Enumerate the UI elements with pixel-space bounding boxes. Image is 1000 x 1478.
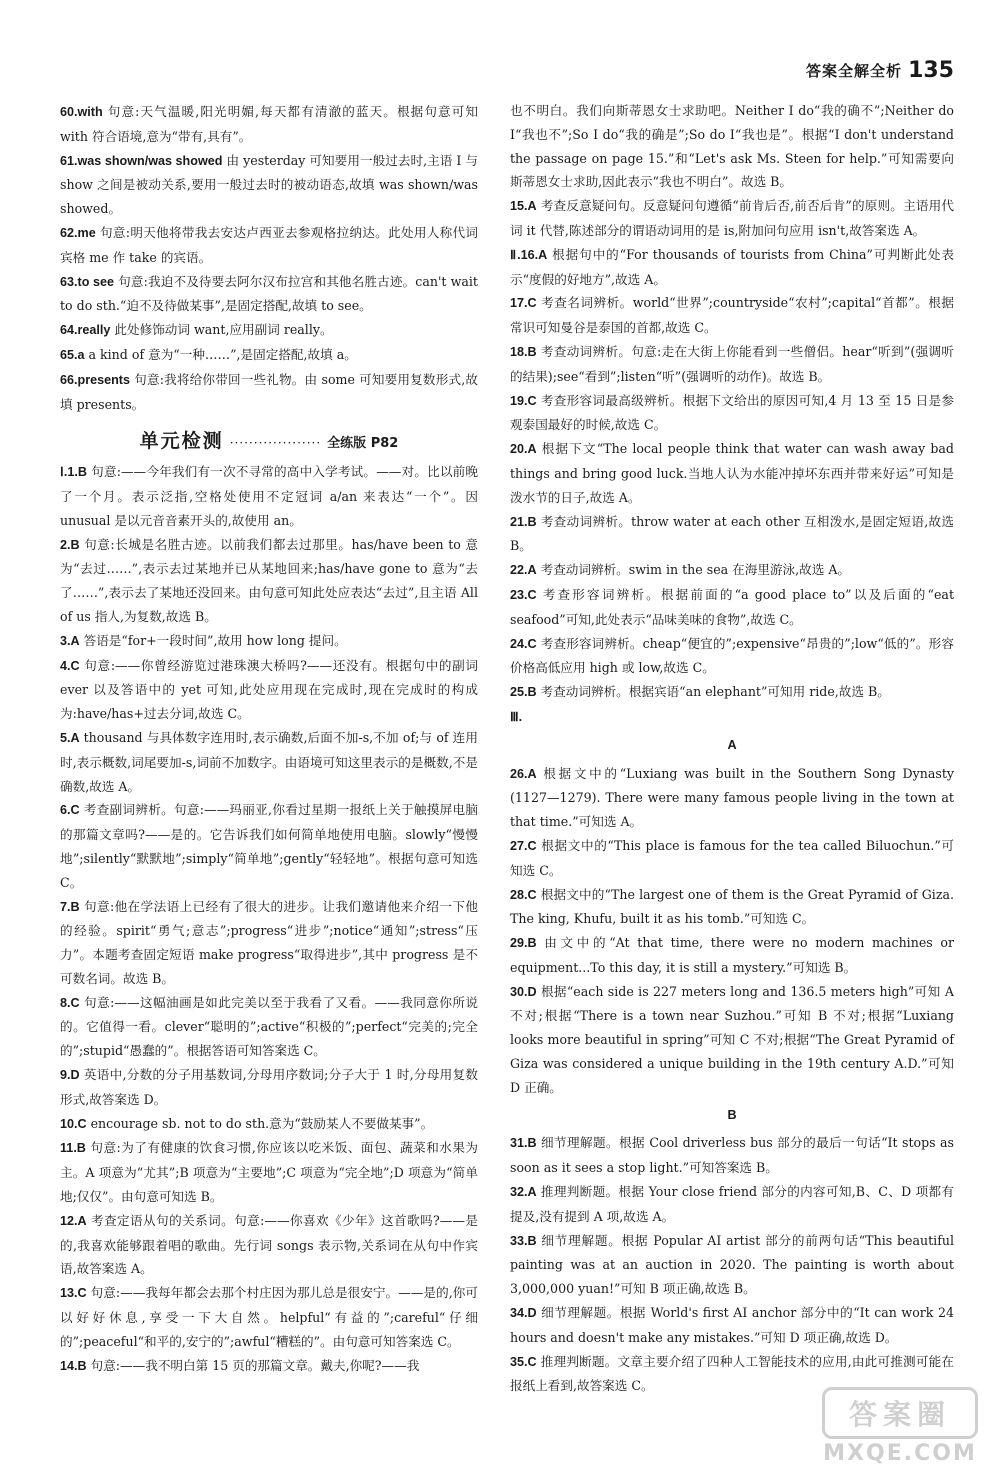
answer-item xyxy=(60,149,478,221)
answer-explanation: 细节理解题。根据 World's first AI anchor 部分中的“It can work 24 hours and doesn't make any mistakes.”可知 D 项正确,故选 D。 xyxy=(510,1305,954,1345)
answer-number: 5.A xyxy=(60,730,80,745)
answer-number: 27.C xyxy=(510,838,537,853)
answer-item xyxy=(60,1354,478,1379)
answer-number: 13.C xyxy=(60,1286,87,1301)
answer-item xyxy=(60,629,478,654)
answer-number: 23.C xyxy=(510,587,537,602)
answer-number: 25.B xyxy=(510,685,537,700)
answer-item xyxy=(510,762,954,834)
answer-explanation: 根据文中的“The largest one of them is the Great Pyramid of Giza. The king, Khufu, built it as his tomb.”可知选 C。 xyxy=(510,886,954,927)
answer-item xyxy=(510,980,954,1100)
answer-number: 26.A xyxy=(510,766,537,781)
answer-explanation: 根据文中的“This place is famous for the tea called Biluochun.”可知选 C。 xyxy=(510,837,954,878)
watermark-logo xyxy=(822,1387,978,1439)
header-title: 答案全解全析 xyxy=(806,62,903,80)
answer-explanation: 细节理解题。根据 Popular AI artist 部分的前两句话“This beautiful painting was at an auction in 2020. The painting is worth about 3,000,000 yuan!”可知 B 项正确,故选 B。 xyxy=(510,1232,954,1297)
answer-list-unit-test xyxy=(60,460,478,1378)
answer-number: Ⅰ.1.B xyxy=(60,465,87,480)
section-dots: ··················· xyxy=(229,436,322,451)
answer-explanation: a kind of 意为“一种……”,是固定搭配,故填 a。 xyxy=(88,346,357,362)
answer-number: 35.C xyxy=(510,1354,537,1369)
answer-number: 17.C xyxy=(510,296,537,311)
answer-number: 3.A xyxy=(60,633,80,648)
answer-number: 32.A xyxy=(510,1185,537,1200)
answer-explanation: 根据文中的“Luxiang was built in the Southern Song Dynasty (1127—1279). There were many famous people living in the town at that time.”可知选 A。 xyxy=(510,765,954,830)
answer-item xyxy=(60,726,478,798)
answer-item xyxy=(60,100,478,149)
answer-explanation: 此处修饰动词 want,应用副词 really。 xyxy=(114,322,333,338)
answer-number: 65.a xyxy=(60,347,85,362)
answer-number: 62.me xyxy=(60,225,96,240)
answer-item xyxy=(60,654,478,726)
answer-explanation: 考查动词辨析。根据宾语“an elephant”可知用 ride,故选 B。 xyxy=(540,684,890,700)
answer-explanation: 考查反意疑问句。反意疑问句遵循“前肯后否,前否后肯”的原则。主语用代词 it 代替,陈述部分的谓语动词用的是 is,附加问句应用 isn't,故答案选 A。 xyxy=(510,198,954,238)
answer-explanation: 根据句中的“For thousands of tourists from China”可判断此处表示“度假的好地方”,故选 A。 xyxy=(510,246,954,287)
section-title: 单元检测 xyxy=(139,430,224,453)
section-heading xyxy=(60,430,478,456)
answer-number: 33.B xyxy=(510,1233,537,1248)
answer-number: Ⅱ.16.A xyxy=(510,247,548,262)
answer-item xyxy=(60,221,478,270)
answer-item xyxy=(60,270,478,319)
answer-number: 10.C xyxy=(60,1116,87,1131)
answer-number: 11.B xyxy=(60,1141,86,1156)
answer-number: 28.C xyxy=(510,887,537,902)
answer-number: 29.B xyxy=(510,936,537,951)
answer-item xyxy=(510,583,954,632)
answer-explanation: 句意:他在学法语上已经有了很大的进步。让我们邀请他来介绍一下他的经验。spirit“勇气;意志”;progress“进步”;notice“通知”;stress“压力”。本题考查固定短语 make progress“取得进步”,其中 progress 是不可数名词。故选 B。 xyxy=(60,898,478,986)
answer-number: 7.B xyxy=(60,899,80,914)
answer-item xyxy=(60,1136,478,1208)
answer-number: 30.D xyxy=(510,984,537,999)
answer-list-right-top xyxy=(510,99,954,705)
answer-number: 19.C xyxy=(510,393,537,408)
section-reference: 全练版 P82 xyxy=(327,436,399,452)
answer-item xyxy=(60,991,478,1063)
answer-explanation: 句意:为了有健康的饮食习惯,你应该以吃米饭、面包、蔬菜和水果为主。A 项意为“尤其”;B 项意为“主要地”;C 项意为“完全地”;D 项意为“简单地;仅仅”。由句意可知选 B。 xyxy=(60,1140,478,1205)
answer-number: 22.A xyxy=(510,563,537,578)
answer-item xyxy=(510,558,954,583)
answer-number: 21.B xyxy=(510,514,537,529)
answer-list-passage-b xyxy=(510,1131,954,1398)
answer-number: 12.A xyxy=(60,1213,87,1228)
answer-number: 66.presents xyxy=(60,372,131,387)
watermark-logo-text: 答案圈 xyxy=(848,1398,951,1431)
answer-number: 64.really xyxy=(60,323,111,338)
answer-explanation: thousand 与具体数字连用时,表示确数,后面不加-s,不加 of;与 of 连用时,表示概数,词尾要加-s,词前不加数字。由语境可知这里表示的是概数,不是确数,故选 A。 xyxy=(60,729,478,794)
answer-item xyxy=(60,895,478,991)
answer-item xyxy=(60,318,478,343)
answer-item xyxy=(510,1131,954,1180)
answer-explanation: 考查形容词辨析。cheap“便宜的”;expensive“昂贵的”;low“低的”。形容价格高低应用 high 或 low,故选 C。 xyxy=(510,635,954,676)
page-header xyxy=(806,58,954,83)
answer-explanation: encourage sb. not to do sth.意为“鼓励某人不要做某事”。 xyxy=(90,1115,434,1131)
answer-item xyxy=(510,1180,954,1229)
answer-item xyxy=(60,533,478,629)
answer-explanation: 由文中的“At that time, there were no modern machines or equipment...To this day, it is still a mystery.”可知选 B。 xyxy=(510,935,954,975)
answer-explanation: 句意:长城是名胜古迹。以前我们都去过那里。has/have been to 意为“去过……”,表示去过某地并已从某地回来;has/have gone to 意为“去了……”,表示去了某地还没回来。由句意可知此处应表达“去过”,且主语 All of us 指人,为复数,故选 B。 xyxy=(60,536,478,624)
answer-number: 9.D xyxy=(60,1068,80,1083)
answer-item xyxy=(60,368,478,417)
answer-number: 24.C xyxy=(510,636,537,651)
answer-explanation: 考查动词辨析。throw water at each other 互相泼水,是固定短语,故选 B。 xyxy=(510,513,954,554)
answer-item xyxy=(510,931,954,980)
answer-explanation: 句意:我将给你带回一些礼物。由 some 可知要用复数形式,故填 presents。 xyxy=(60,371,478,412)
answer-item xyxy=(60,460,478,532)
answer-item xyxy=(60,1209,478,1281)
answer-explanation: 句意:——我每年都会去那个村庄因为那儿总是很安宁。——是的,你可以好好休息,享受一下大自然。helpful“有益的”;careful“仔细的”;peaceful“和平的,安宁的”;awful“糟糕的”。由句意可知答案选 C。 xyxy=(60,1285,478,1349)
answer-item xyxy=(60,1281,478,1353)
answer-item xyxy=(510,510,954,559)
answer-number: 60.with xyxy=(60,105,103,119)
answer-item xyxy=(510,632,954,681)
answer-item xyxy=(60,798,478,894)
answer-number: 2.B xyxy=(60,537,80,552)
answer-explanation: 句意:——今年我们有一次不寻常的高中入学考试。——对。比以前晚了一个月。表示泛指,空格处使用不定冠词 a/an 来表达“一个”。因 unusual 是以元音音素开头的,故使用 an。 xyxy=(60,464,479,528)
answer-item xyxy=(60,343,478,368)
answer-explanation: 考查动词辨析。句意:走在大街上你能看到一些僧侣。hear“听到”(强调听的结果);see“看到”;listen“听”(强调听的动作)。故选 B。 xyxy=(510,343,954,384)
answer-number: 61.was shown/was showed xyxy=(60,153,223,168)
left-column xyxy=(60,100,478,1378)
answer-item xyxy=(510,1301,954,1350)
answer-number: 31.B xyxy=(510,1136,537,1151)
answer-item xyxy=(510,680,954,705)
answer-explanation: 考查副词辨析。句意:——玛丽亚,你看过星期一报纸上关于触摸屏电脑的那篇文章吗?——是的。它告诉我们如何简单地使用电脑。slowly“慢慢地”;silently“默默地”;simply“简单地”;gently“轻轻地”。根据句意可知选 C。 xyxy=(60,802,478,890)
answer-explanation: 考查形容词辨析。根据前面的“a good place to”以及后面的“eat seafood”可知,此处表示“品味美味的食物”,故选 C。 xyxy=(510,586,954,627)
answer-number: 15.A xyxy=(510,199,537,214)
answer-list-top xyxy=(60,100,478,416)
answer-number: 20.A xyxy=(510,442,537,457)
answer-number: 8.C xyxy=(60,995,80,1010)
page-number: 135 xyxy=(908,58,954,83)
answer-explanation: 答语是“for+一段时间”,故用 how long 提问。 xyxy=(83,632,347,648)
answer-number: 63.to see xyxy=(60,274,115,289)
answer-explanation: 考查动词辨析。swim in the sea 在海里游泳,故选 A。 xyxy=(540,562,851,578)
answer-number: 14.B xyxy=(60,1358,87,1373)
answer-number: 18.B xyxy=(510,344,537,359)
answer-list-passage-a xyxy=(510,762,954,1100)
answer-item xyxy=(510,194,954,243)
answer-explanation: 推理判断题。根据 Your close friend 部分的内容可知,B、C、D 项都有提及,没有提到 A 项,故选 A。 xyxy=(510,1184,954,1224)
answer-explanation: 句意:——你曾经游览过港珠澳大桥吗?——还没有。根据句中的副词 ever 以及答语中的 yet 可知,此处应用现在完成时,现在完成时的构成为:have/has+过去分词,故选 C。 xyxy=(60,657,478,722)
answer-item xyxy=(510,389,954,438)
answer-number: 4.C xyxy=(60,658,80,673)
answer-explanation: 由 yesterday 可知要用一般过去时,主语 I 与 show 之间是被动关系,要用一般过去时的被动语态,故填 was shown/was showed。 xyxy=(60,152,479,217)
answer-item xyxy=(510,291,954,340)
passage-a-label: A xyxy=(727,737,737,752)
answer-item xyxy=(510,1229,954,1301)
answer-item xyxy=(510,883,954,932)
answer-explanation: 句意:——我不明白第 15 页的那篇文章。戴夫,你呢?——我 xyxy=(90,1357,420,1373)
answer-explanation: 根据“each side is 227 meters long and 136.5 meters high”可知 A 不对;根据“There is a town near Suzhou.”可知 B 不对;根据“Luxiang looks more beautiful in spring”可知 C 不对;根据“The Great Pyramid of Giza was considered a unique building in the 19th century A.D.”可知 D 正确。 xyxy=(510,983,954,1095)
answer-item xyxy=(510,243,954,292)
part-three-label-row xyxy=(510,705,954,730)
answer-item xyxy=(510,340,954,389)
answer-explanation: 考查形容词最高级辨析。根据下文给出的原因可知,4 月 13 至 15 日是参观泰国最好的时候,故选 C。 xyxy=(510,392,954,433)
answer-explanation: 句意:明天他将带我去安达卢西亚去参观格拉纳达。此处用人称代词宾格 me 作 take 的宾语。 xyxy=(60,224,478,265)
answer-explanation: 句意:——这幅油画是如此完美以至于我看了又看。——我同意你所说的。它值得一看。clever“聪明的”;active“积极的”;perfect“完美的;完全的”;stupid“愚蠢的”。根据答语可知答案选 C。 xyxy=(60,994,478,1059)
answer-explanation: 句意:天气温暖,阳光明媚,每天都有清澈的蓝天。根据句意可知 with 符合语境,意为“带有,具有”。 xyxy=(60,104,478,144)
answer-explanation: 细节理解题。根据 Cool driverless bus 部分的最后一句话“It stops as soon as it sees a stop light.”可知答案选 B。 xyxy=(510,1135,954,1176)
answer-number: 6.C xyxy=(60,803,80,818)
answer-item xyxy=(510,99,954,194)
answer-explanation: 考查定语从句的关系词。句意:——你喜欢《少年》这首歌吗?——是的,我喜欢能够跟着唱的歌曲。先行词 songs 表示物,关系词在从句中作宾语,故答案选 A。 xyxy=(60,1212,478,1277)
watermark xyxy=(822,1387,978,1466)
watermark-site: MXQE.COM xyxy=(823,1441,977,1466)
answer-explanation: 考查名词辨析。world“世界”;countryside“农村”;capital“首都”。根据常识可知曼谷是泰国的首都,故选 C。 xyxy=(510,295,954,336)
answer-explanation: 根据下文“The local people think that water can wash away bad things and bring good luck.当地人认为水能冲掉坏东西并带来好运”可知是泼水节的日子,故选 A。 xyxy=(510,441,954,505)
answer-item xyxy=(510,437,954,509)
answer-item xyxy=(60,1063,478,1112)
part-three-label: Ⅲ. xyxy=(510,709,523,724)
right-column xyxy=(510,99,954,1398)
answer-item xyxy=(60,1112,478,1137)
answer-explanation: 句意:我迫不及待要去阿尔汉布拉宫和其他名胜古迹。can't wait to do sth.“迫不及待做某事”,是固定搭配,故填 to see。 xyxy=(60,273,478,314)
answer-explanation: 英语中,分数的分子用基数词,分母用序数词;分子大于 1 时,分母用复数形式,故答案选 D。 xyxy=(60,1067,478,1107)
answer-item xyxy=(510,834,954,883)
answer-explanation: 推理判断题。文章主要介绍了四种人工智能技术的应用,由此可推测可能在报纸上看到,故答案选 C。 xyxy=(510,1353,954,1394)
passage-b-label: B xyxy=(727,1107,737,1122)
answer-number: 34.D xyxy=(510,1306,537,1321)
answer-explanation: 也不明白。我们向斯蒂恩女士求助吧。Neither I do“我的确不”;Neither do I“我也不”;So I do“我的确是”;So do I“我也是”。根据“I don't understand the passage on page 15.”和“Let's ask Ms. Steen for help.”可知需要向斯蒂恩女士求助,因此表示“我也不明白”。故选 B。 xyxy=(510,103,954,190)
